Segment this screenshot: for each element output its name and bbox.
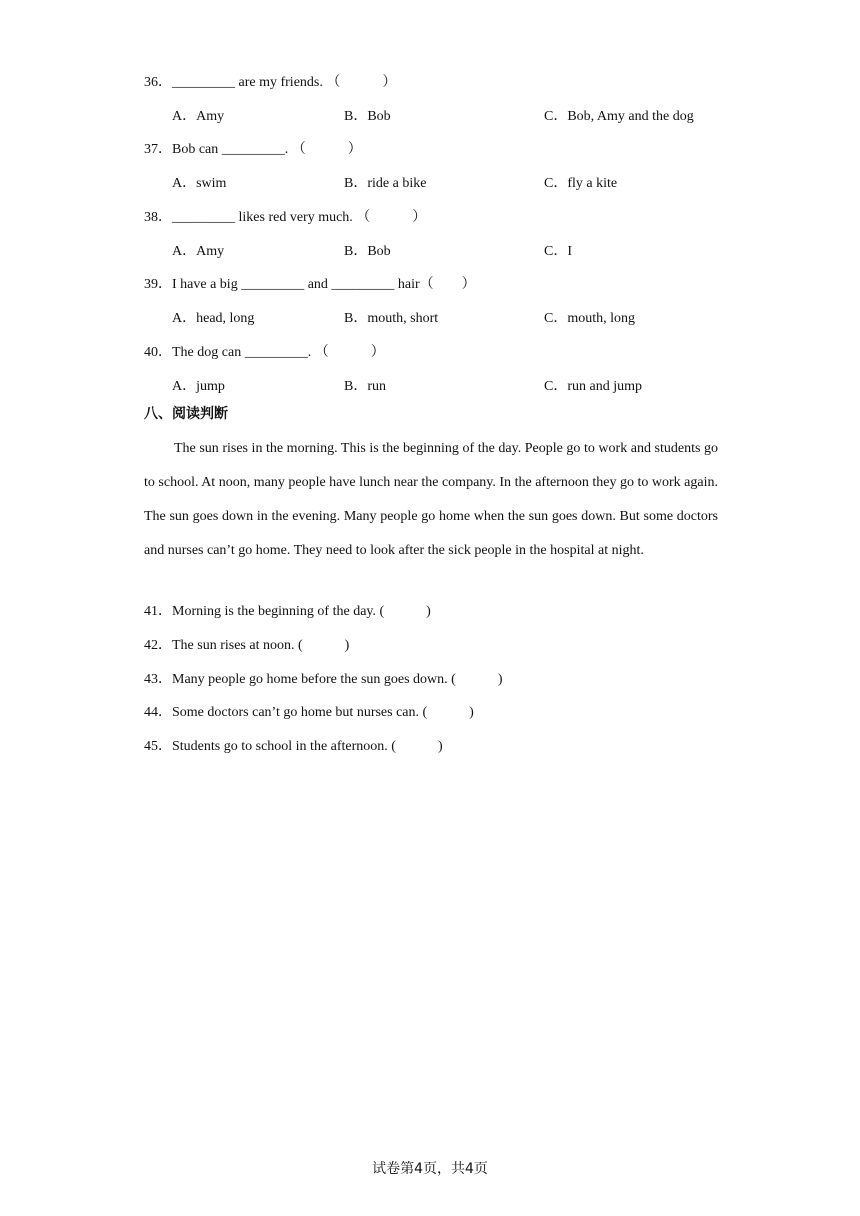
q36-option-c: C．Bob, Amy and the dog xyxy=(544,109,694,124)
q38-option-a: A．Amy xyxy=(172,244,225,259)
page-footer: 试卷第4页，共4页 xyxy=(372,1161,488,1177)
q36-option-a: A．Amy xyxy=(172,109,225,124)
question-39: 39．I have a big _________ and _________ hair（ ） xyxy=(144,277,476,292)
q39-option-c: C．mouth, long xyxy=(544,311,636,326)
judgment-42: 42．The sun rises at noon. ( ) xyxy=(144,638,350,653)
judgment-45: 45．Students go to school in the afternoon. ( ) xyxy=(144,739,443,754)
reading-passage: The sun rises in the morning. This is the beginning of the day. People go to work and students go to school. At noon, many people have lunch near the company. In the afternoon they go to work again. The sun goes down in the evening. Many people go home when the sun goes down. But some doctors and nurses can’t go home. They need to look after the sick people in the hospital at night. xyxy=(144,441,718,558)
q39-option-a: A．head, long xyxy=(172,311,255,326)
q38-option-b: B．Bob xyxy=(344,244,391,259)
judgment-44: 44．Some doctors can’t go home but nurses can. ( ) xyxy=(144,705,474,720)
q39-option-b: B．mouth, short xyxy=(344,311,439,326)
q37-option-c: C．fly a kite xyxy=(544,176,618,191)
q40-option-c: C．run and jump xyxy=(544,379,642,394)
q37-option-a: A．swim xyxy=(172,176,227,191)
q36-option-b: B．Bob xyxy=(344,109,391,124)
question-36: 36．_________ are my friends. （ ） xyxy=(144,75,397,90)
q38-option-c: C．I xyxy=(544,244,572,259)
q40-option-a: A．jump xyxy=(172,379,225,394)
q40-option-b: B．run xyxy=(344,379,386,394)
judgment-43: 43．Many people go home before the sun goes down. ( ) xyxy=(144,672,503,687)
question-40: 40．The dog can _________. （ ） xyxy=(144,345,385,360)
question-38: 38．_________ likes red very much. （ ） xyxy=(144,210,427,225)
q37-option-b: B．ride a bike xyxy=(344,176,427,191)
judgment-41: 41．Morning is the beginning of the day. ( ) xyxy=(144,604,431,619)
question-37: 37．Bob can _________. （ ） xyxy=(144,142,362,157)
section-title: 八、阅读判断 xyxy=(144,406,228,422)
